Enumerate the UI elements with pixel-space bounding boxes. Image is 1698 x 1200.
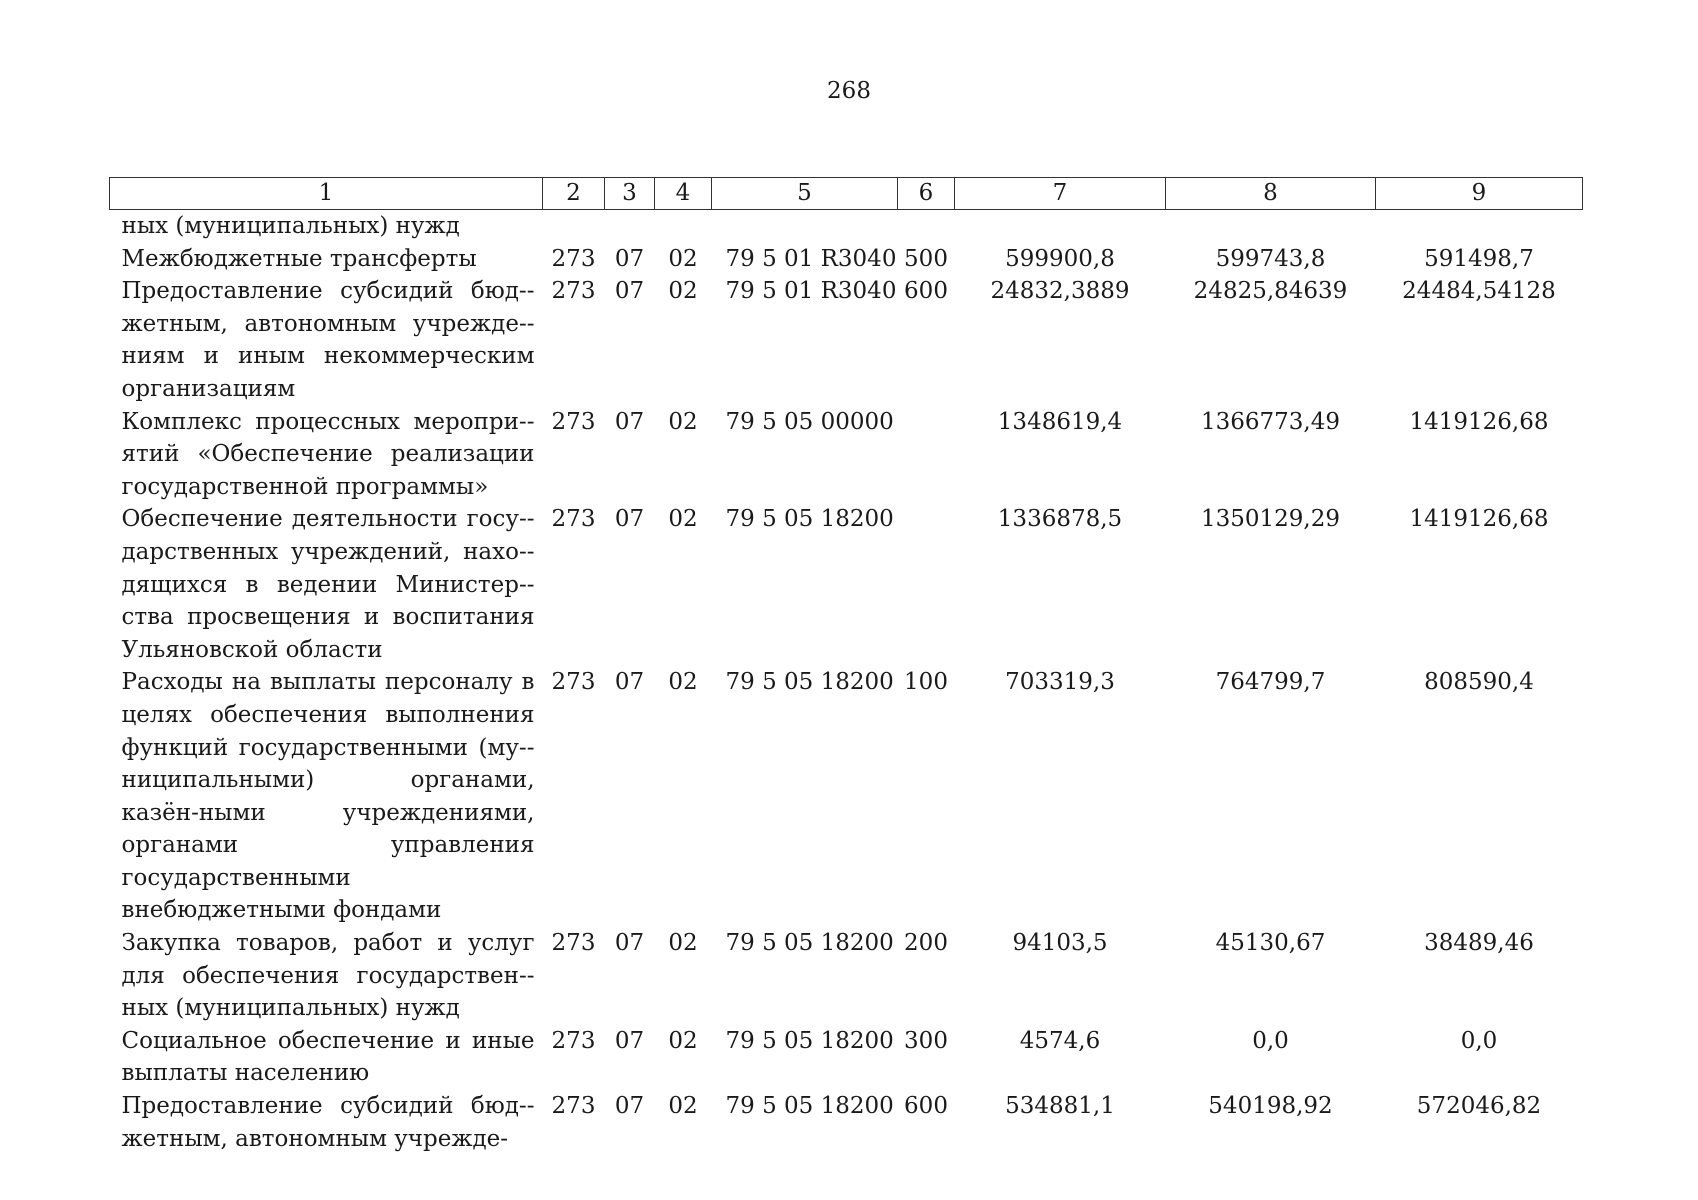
column-header-5: 5 xyxy=(712,178,898,210)
column-header-3: 3 xyxy=(605,178,655,210)
amount-col9: 0,0 xyxy=(1460,1027,1498,1054)
section-code: 07 xyxy=(614,1027,645,1054)
target-article-code: 79 5 05 00000 xyxy=(725,408,894,435)
table-header xyxy=(110,178,1583,210)
subsection-code: 02 xyxy=(668,930,698,957)
amount-col8: 540198,92 xyxy=(1208,1093,1333,1120)
expense-type-code xyxy=(898,503,955,666)
expense-type-code: 600 xyxy=(904,1093,948,1120)
amount-col8: 1350129,29 xyxy=(1200,506,1340,533)
amount-col8: 24825,84639 xyxy=(1193,278,1348,305)
ministry-code: 273 xyxy=(551,1027,596,1054)
column-header-1: 1 xyxy=(110,178,543,210)
table-row xyxy=(110,1090,1583,1155)
subsection-code: 02 xyxy=(668,408,698,435)
amount-col7: 534881,1 xyxy=(1005,1093,1115,1120)
target-article-code: 79 5 01 R3040 xyxy=(725,245,897,272)
subsection-code: 02 xyxy=(668,506,698,533)
subsection-code: 02 xyxy=(668,1093,698,1120)
table-row xyxy=(110,210,1583,243)
amount-col7: 94103,5 xyxy=(1012,930,1108,957)
subsection-code: 02 xyxy=(668,669,698,696)
table-row xyxy=(110,243,1583,276)
target-article-code: 79 5 05 18200 xyxy=(725,1093,894,1120)
row-name: Межбюджетные трансферты xyxy=(121,245,477,272)
table-row xyxy=(110,1025,1583,1090)
target-article-code: 79 5 05 18200 xyxy=(725,1027,894,1054)
expense-type-code: 200 xyxy=(904,930,948,957)
amount-col9: 591498,7 xyxy=(1424,245,1534,272)
amount-col8: 764799,7 xyxy=(1215,669,1326,696)
target-article-code xyxy=(712,210,898,243)
row-name: Обеспечение деятельности госу-дарственных учреждений, нахо-дящихся в ведении Министер-ства просвещения и воспитания Ульяновской области xyxy=(121,506,535,663)
section-code: 07 xyxy=(614,408,645,435)
amount-col7: 1336878,5 xyxy=(997,506,1123,533)
subsection-code: 02 xyxy=(668,245,698,272)
ministry-code: 273 xyxy=(551,1093,596,1120)
subsection-code: 02 xyxy=(668,1027,698,1054)
amount-col9: 1419126,68 xyxy=(1409,408,1549,435)
amount-col9: 38489,46 xyxy=(1424,930,1534,957)
section-code: 07 xyxy=(614,245,645,272)
amount-col7: 1348619,4 xyxy=(997,408,1123,435)
subsection-code xyxy=(655,210,712,243)
amount-col9: 572046,82 xyxy=(1416,1093,1542,1120)
ministry-code: 273 xyxy=(551,408,596,435)
amount-col8 xyxy=(1166,210,1376,243)
expense-type-code: 600 xyxy=(904,278,948,305)
table-body xyxy=(110,210,1583,1156)
section-code: 07 xyxy=(614,669,645,696)
budget-table xyxy=(109,177,1583,1155)
amount-col8: 0,0 xyxy=(1252,1027,1289,1054)
section-code: 07 xyxy=(614,506,645,533)
table-row xyxy=(110,275,1583,405)
table-row xyxy=(110,927,1583,1025)
table-row xyxy=(110,666,1583,927)
row-name: Предоставление субсидий бюд-жетным, автономным учрежде- xyxy=(121,1093,535,1152)
expense-type-code xyxy=(898,406,955,504)
column-header-8: 8 xyxy=(1166,178,1376,210)
row-name: ных (муниципальных) нужд xyxy=(121,213,460,239)
column-header-6: 6 xyxy=(898,178,955,210)
row-name: Комплекс процессных меропри-ятий «Обеспечение реализации государственной программы» xyxy=(121,408,535,500)
row-name: Закупка товаров, работ и услуг для обеспечения государствен-ных (муниципальных) нужд xyxy=(121,930,535,1022)
column-header-2: 2 xyxy=(543,178,605,210)
ministry-code: 273 xyxy=(551,669,596,696)
amount-col7: 599900,8 xyxy=(1005,245,1115,272)
target-article-code: 79 5 05 18200 xyxy=(725,669,894,696)
section-code: 07 xyxy=(614,278,645,305)
ministry-code: 273 xyxy=(551,506,596,533)
table-row xyxy=(110,406,1583,504)
expense-type-code: 300 xyxy=(904,1027,948,1054)
table-row xyxy=(110,503,1583,666)
amount-col8: 1366773,49 xyxy=(1200,408,1340,435)
amount-col7: 24832,3889 xyxy=(990,278,1130,305)
amount-col9 xyxy=(1376,210,1583,243)
column-header-4: 4 xyxy=(655,178,712,210)
amount-col8: 45130,67 xyxy=(1215,930,1326,957)
target-article-code: 79 5 05 18200 xyxy=(725,930,894,957)
ministry-code: 273 xyxy=(551,930,596,957)
header-row xyxy=(110,178,1583,210)
section-code: 07 xyxy=(614,930,645,957)
amount-col9: 808590,4 xyxy=(1424,669,1534,696)
section-code: 07 xyxy=(614,1093,645,1120)
amount-col8: 599743,8 xyxy=(1215,245,1326,272)
expense-type-code xyxy=(898,210,955,243)
section-code xyxy=(605,210,655,243)
ministry-code xyxy=(543,210,605,243)
amount-col9: 1419126,68 xyxy=(1409,506,1549,533)
target-article-code: 79 5 01 R3040 xyxy=(725,278,897,305)
amount-col7: 703319,3 xyxy=(1005,669,1115,696)
amount-col9: 24484,54128 xyxy=(1402,278,1556,305)
amount-col7: 4574,6 xyxy=(1019,1027,1101,1054)
amount-col7 xyxy=(955,210,1166,243)
column-header-7: 7 xyxy=(955,178,1166,210)
subsection-code: 02 xyxy=(668,278,698,305)
row-name: Расходы на выплаты персоналу в целях обеспечения выполнения функций государственными (му-ниципальными) органами, казён-ными учреждениями, органами управления государственными внебюджетными фондами xyxy=(121,669,535,924)
row-name: Предоставление субсидий бюд-жетным, автономным учрежде-ниям и иным некоммерческим организациям xyxy=(121,278,535,402)
target-article-code: 79 5 05 18200 xyxy=(725,506,894,533)
ministry-code: 273 xyxy=(551,278,596,305)
column-header-9: 9 xyxy=(1376,178,1583,210)
expense-type-code: 500 xyxy=(904,245,948,272)
row-name: Социальное обеспечение и иные выплаты населению xyxy=(121,1027,535,1087)
page-number: 268 xyxy=(827,78,871,104)
ministry-code: 273 xyxy=(551,245,596,272)
expense-type-code: 100 xyxy=(904,669,948,696)
